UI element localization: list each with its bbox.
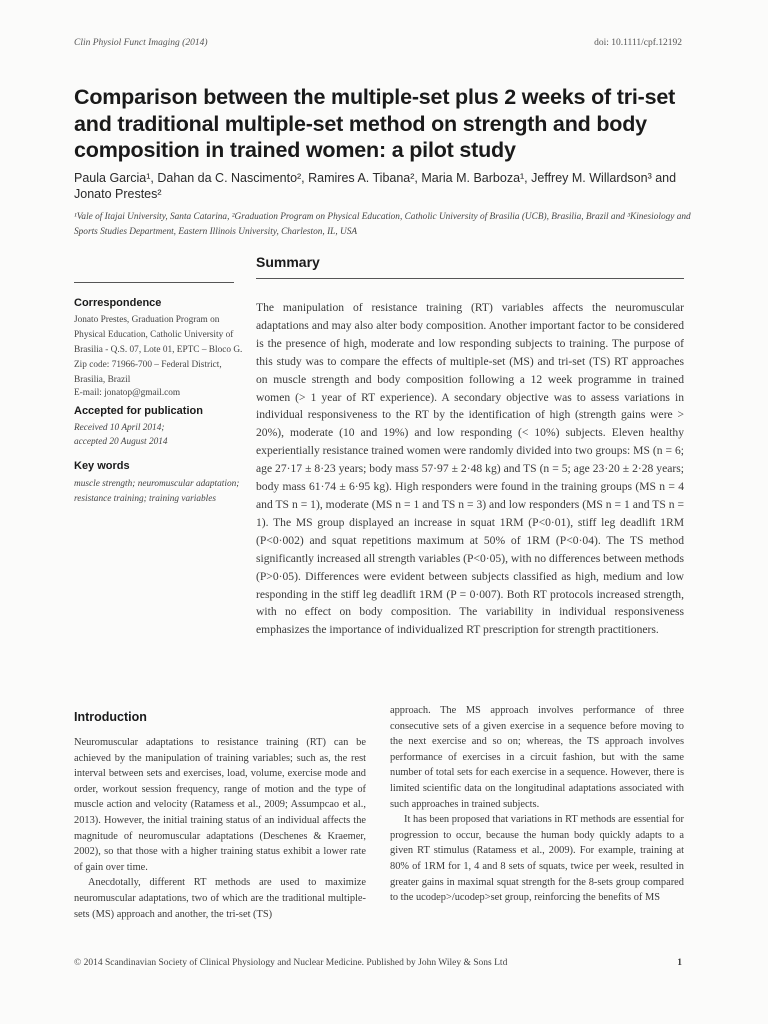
- doi-label: doi: 10.1111/cpf.12192: [594, 38, 682, 48]
- author-line-1: Paula Garcia¹, Dahan da C. Nascimento², Ramires A. Tibana², Maria M. Barboza¹, Jeffrey M. Willardson³ and: [74, 171, 677, 185]
- accepted-date: accepted 20 August 2014: [74, 437, 168, 447]
- summary-heading: Summary: [256, 254, 320, 270]
- intro-paragraph-1: Neuromuscular adaptations to resistance training (RT) can be achieved by the manipulation of training variables; such as, the rest interval between sets and exercises, load, volume, exercise mode and order, workout session frequency, range of motion and the type of muscle action and velocity (Ratamess et al., 2009; Assumpcao et al., 2013). However, the initial training status of an individual affects the magnitude of neuromuscular adaptations (Deschenes & Kraemer, 2002), so that those with a higher training status exhibit a lower rate of gain over time.: [74, 737, 366, 873]
- introduction-heading: Introduction: [74, 710, 147, 724]
- article-title: Comparison between the multiple-set plus 2 weeks of tri-set and traditional multiple-set method on strength and body composition in trained women: a pilot study: [74, 85, 676, 162]
- received-date: Received 10 April 2014;: [74, 423, 165, 433]
- correspondence-heading: Correspondence: [74, 297, 162, 309]
- intro-right-column: [390, 703, 684, 906]
- copyright-footer: © 2014 Scandinavian Society of Clinical Physiology and Nuclear Medicine. Published by John Wiley & Sons Ltd: [74, 958, 508, 968]
- page-number: 1: [677, 958, 682, 968]
- sidebar-rule: [74, 282, 234, 283]
- summary-abstract: The manipulation of resistance training (RT) variables affects the neuromuscular adaptations and may also alter body composition. Another important factor to be considered is the presence of high, moderate and low responding subjects to training. The purpose of this study was to compare the effects of multiple-set (MS) and tri-set (TS) RT approaches on muscle strength and body composition following a 12 week programme in trained women (> 1 year of RT experience). A secondary objective was to assess variations in individual responsiveness to the RT by the identification of high (strength gains were > 20%), moderate (10 and 19%) and low responding (< 10%) subjects. Eleven healthy experientially resistance trained women were randomly divided into two groups: MS (n = 6; age 27·17 ± 8·23 years; body mass 57·97 ± 2·48 kg) and TS (n = 5; age 23·20 ± 2·28 years; body mass 61·74 ± 6·95 kg). High responders were found in the training groups (MS n = 4 and TS n = 1), moderate (MS n = 1 and TS n = 3) and low responders (MS n = 1 and TS n = 1). The MS group displayed an increase in squat 1RM (P<0·01), stiff leg deadlift 1RM (P<0·002) and squat repetitions maximum at 50% of 1RM (P<0·04). The TS method significantly increased all strength variables (P<0·05), with no differences between methods (P>0·05). Differences were evident between subjects classified as high, medium and low responding in the stiff leg deadlift 1RM (P = 0·007). Both RT protocols increased strength, with no effect on body composition. The variability in individual responsiveness emphasizes the importance of individualized RT prescription for strength practitioners.: [256, 301, 684, 637]
- correspondence-text: Jonato Prestes, Graduation Program on Physical Education, Catholic University of Brasilia - Q.S. 07, Lote 01, EPTC – Bloco G. Zip code: 71966-700 – Federal District, Brasilia, Brazil: [74, 315, 243, 385]
- intro-paragraph-2: Anecdotally, different RT methods are used to maximize neuromuscular adaptations, two of which are the traditional multiple-sets (MS) approach and another, the tri-set (TS): [74, 877, 366, 920]
- intro-paragraph-3: approach. The MS approach involves performance of three consecutive sets of a given exercise in a sequence before moving to the next exercise and so on; whereas, the TS approach involves performance of exercises in a circuit fashion, but with the same number of total sets for each exercise in a sequence. However, there is limited scientific data on the longitudinal adaptations associated with such approaches in trained subjects.: [390, 705, 684, 810]
- accepted-heading: Accepted for publication: [74, 405, 203, 417]
- author-list: [74, 170, 694, 202]
- journal-running-header: Clin Physiol Funct Imaging (2014): [74, 38, 208, 48]
- intro-paragraph-4: It has been proposed that variations in RT methods are essential for progression to occur, because the human body quickly adapts to a given RT stimulus (Ratamess et al., 2009). For example, training at 80% of 1RM for 1, 4 and 8 sets of squats, twice per week, resulted in greater gains in maximal squat strength for the 8-sets group compared to the ucodep>/ucodep>set group, reinforcing the benefits of MS: [390, 814, 684, 904]
- correspondence-email: E-mail: jonatop@gmail.com: [74, 388, 181, 398]
- keywords-list: muscle strength; neuromuscular adaptation; resistance training; training variables: [74, 479, 240, 504]
- affiliations: ¹Vale of Itajai University, Santa Catarina, ²Graduation Program on Physical Education, Catholic University of Brasilia (UCB), Brasilia, Brazil and ³Kinesiology and Sports Studies Department, Eastern Illinois University, Charleston, IL, USA: [74, 212, 691, 237]
- summary-rule: [256, 278, 684, 279]
- intro-left-column: [74, 735, 366, 922]
- author-line-2: Jonato Prestes²: [74, 187, 162, 201]
- keywords-heading: Key words: [74, 460, 130, 472]
